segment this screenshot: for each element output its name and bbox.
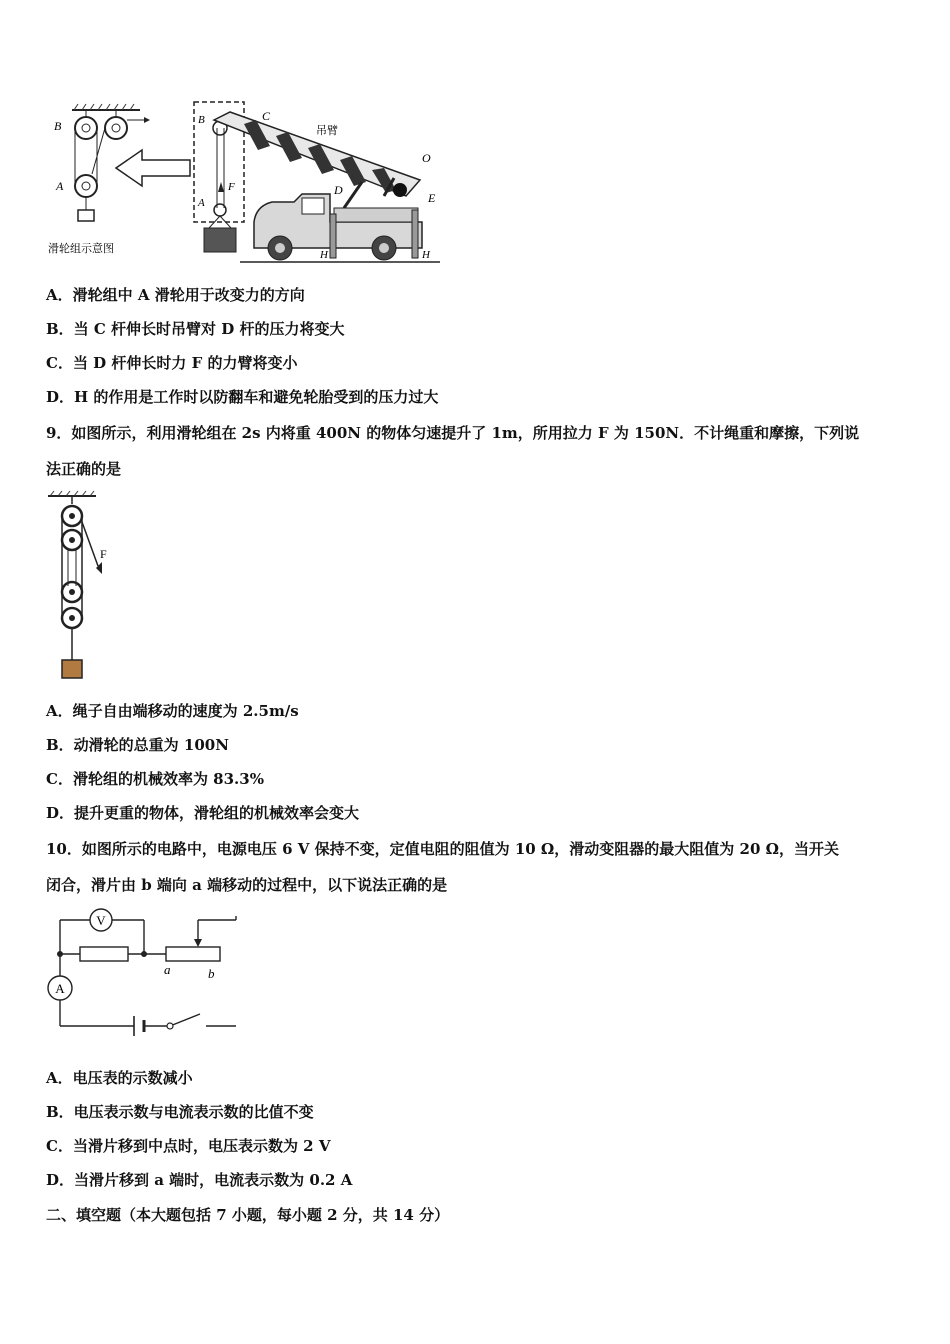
- label-A: A: [198, 197, 205, 209]
- load-block: [204, 228, 236, 252]
- label-H2: H: [422, 249, 430, 261]
- q10-circuit-diagram: [40, 906, 246, 1036]
- label-D: D: [334, 183, 343, 197]
- label-A-left: A: [56, 179, 64, 193]
- q8-option-d: D．H 的作用是工作时以防翻车和避免轮胎受到的压力过大: [46, 388, 439, 406]
- q9-stem-line1: 9．如图所示，利用滑轮组在 2s 内将重 400N 的物体匀速提升了 1m，所用拉力 F 为 150N．不计绳重和摩擦，下列说: [46, 424, 860, 442]
- label-E: E: [428, 191, 436, 205]
- q10-option-b: B．电压表示数与电流表示数的比值不变: [46, 1103, 314, 1121]
- section-2-heading: 二、填空题（本大题包括 7 小题，每小题 2 分，共 14 分）: [46, 1206, 450, 1224]
- label-B-left: B: [54, 119, 62, 133]
- q10-option-d: D．当滑片移到 a 端时，电流表示数为 0.2 A: [46, 1171, 353, 1189]
- label-arm: 吊臂: [316, 125, 338, 137]
- q10-option-a: A．电压表的示数减小: [46, 1069, 193, 1087]
- label-B: B: [198, 114, 205, 126]
- truck: [240, 194, 440, 262]
- q9-option-a: A．绳子自由端移动的速度为 2.5m/s: [46, 702, 299, 720]
- label-C: C: [262, 109, 271, 123]
- q9-option-b: B．动滑轮的总重为 100N: [46, 736, 229, 754]
- rheostat-end-b: b: [208, 966, 215, 981]
- q9-pulley-figure: [40, 490, 120, 686]
- label-H1: H: [320, 249, 328, 261]
- arrow-left-icon: [116, 150, 190, 186]
- pulley-caption: 滑轮组示意图: [48, 243, 114, 255]
- label-O: O: [422, 151, 431, 165]
- crane-pulley-figure: [44, 98, 444, 270]
- ammeter-label: A: [55, 981, 65, 996]
- rheostat-end-a: a: [164, 962, 171, 977]
- q10-option-c: C．当滑片移到中点时，电压表示数为 2 V: [46, 1137, 331, 1155]
- q10-stem-line2: 闭合，滑片由 b 端向 a 端移动的过程中，以下说法正确的是: [46, 876, 448, 894]
- voltmeter-label: V: [96, 913, 106, 928]
- q8-option-c: C．当 D 杆伸长时力 F 的力臂将变小: [46, 354, 298, 372]
- q9-option-d: D．提升更重的物体，滑轮组的机械效率会变大: [46, 804, 360, 822]
- q9-load-block: [62, 660, 82, 678]
- q9-option-c: C．滑轮组的机械效率为 83.3%: [46, 770, 264, 788]
- q10-stem-line1: 10．如图所示的电路中，电源电压 6 V 保持不变，定值电阻的阻值为 10 Ω，滑动变阻器的最大阻值为 20 Ω，当开关: [46, 840, 839, 858]
- q9-stem-line2: 法正确的是: [46, 460, 122, 478]
- label-F: F: [228, 181, 235, 193]
- q9-force-label: F: [100, 547, 107, 561]
- q8-option-b: B．当 C 杆伸长时吊臂对 D 杆的压力将变大: [46, 320, 345, 338]
- q8-option-a: A．滑轮组中 A 滑轮用于改变力的方向: [46, 286, 305, 304]
